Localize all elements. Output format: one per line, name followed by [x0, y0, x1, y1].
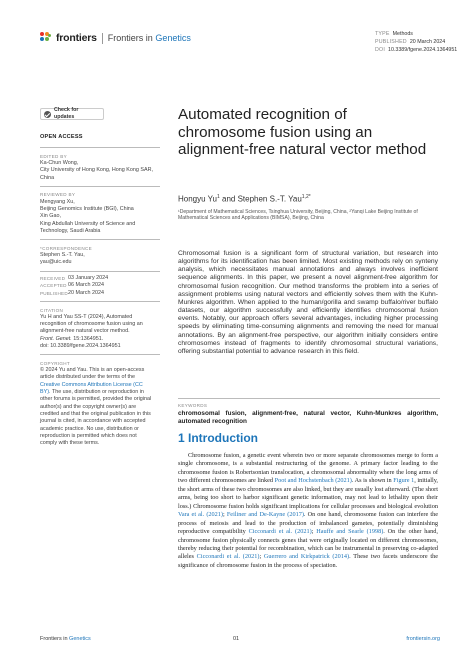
divider: [40, 239, 160, 240]
open-access-label: OPEN ACCESS: [40, 134, 83, 140]
citation-label: CITATION: [40, 307, 64, 313]
citation-doi[interactable]: doi: 10.3389/fgene.2024.1364951: [40, 343, 121, 350]
meta-published: PUBLISHED 20 March 2024: [375, 39, 446, 45]
copyright: © 2024 Yu and Yau. This is an open-access article distributed under the terms of the Creative Commons Attribution License (CC BY). The use, distribution or reproduction in other forums is permitted, provided the original author(s) and the copyright owner(s) are credited and that the original publication in this journal is cited, in accordance with accepted academic practice. No use, distribution or reproduction is permitted which does not comply with these terms.: [40, 367, 152, 447]
article-title: Automated recognition of chromosome fusion using an alignment-free natural vector method: [178, 106, 427, 158]
paragraph-text: Chromosome fusion, a genetic event wherein two or more separate chromosomes merge to form a single chromosome, is a substantial restructuring of the genome. A primary factor leading to the chromosome fusion is Robertsonian translocation, a chromosomal abnormality where the long arms of two different chromosomes are linked: [178, 452, 438, 485]
article-sidebar: [40, 108, 160, 447]
introduction-paragraph: [178, 452, 438, 570]
check-updates-button[interactable]: Check for updates: [40, 108, 104, 120]
cc-by-license-link[interactable]: Creative Commons Attribution License (CC BY): [40, 381, 143, 396]
divider: [40, 186, 160, 187]
divider: [40, 354, 160, 355]
frontiers-logo-icon: [40, 32, 52, 44]
page-number: 01: [233, 636, 240, 642]
citation-link[interactable]: Figure 1: [393, 477, 415, 485]
citation-link[interactable]: Poot and Hochstenbach (2021): [274, 477, 352, 485]
correspondence-label: *CORRESPONDENCE: [40, 245, 92, 251]
author-link[interactable]: Stephen S.-T. Yau: [237, 194, 302, 204]
keywords: chromosomal fusion, alignment-free, natural vector, Kuhn-Munkres algorithm, automated recognition: [178, 410, 438, 425]
check-icon: [44, 111, 51, 118]
citation-link[interactable]: Feiliner and De-Kayne (2017): [226, 511, 304, 519]
meta-doi[interactable]: DOI 10.3389/fgene.2024.1364951: [375, 47, 458, 53]
keywords-label: KEYWORDS: [178, 403, 208, 408]
citation-link[interactable]: Hauffe and Searle (1998): [316, 528, 384, 536]
dates: RECEIVED 03 January 2024 ACCEPTED 06 March 2024 PUBLISHED 20 March 2024: [40, 275, 109, 296]
brand-divider: [102, 33, 103, 44]
citation-link[interactable]: Guerrero and Kirkpatrick (2014): [263, 553, 350, 561]
page-footer: [40, 636, 440, 642]
affiliations: ¹Department of Mathematical Sciences, Tsinghua University, Beijing, China, ²Yanqi Lake Beijing Institute of Mathematical Sciences and Applications (BIMSA), Beijing, China: [178, 209, 418, 222]
edited-by: Ka-Chun Wong, City University of Hong Kong, Hong Kong SAR, China: [40, 160, 153, 181]
reviewed-by: Mengyang Xu, Beijing Genomics Institute (BGI), China Xin Gao, King Abdullah University of Science and Technology, Saudi Arabia: [40, 198, 136, 234]
paragraph-text: . As is shown in: [351, 477, 394, 485]
journal-name: Frontiers in Genetics: [107, 33, 191, 43]
divider: [40, 301, 160, 302]
page-header: [40, 30, 458, 54]
paragraph-text: ;: [222, 511, 227, 519]
paragraph-text: . On the other hand, chromosome fusion physically connects genes that were originally located on different chromosomes, thereby reducing their potential for recombination, which can be instrumental in preserving co-adapted alleles: [178, 528, 438, 561]
frontiers-site-link[interactable]: frontiersin.org: [406, 636, 440, 642]
paragraph-text: , initially, the short arms of these two chromosomes are also linked, but they are usually lost afterward. (The short arms, being too short to harbor significant genetic information, may not lead to lethality upon their loss.) Chromosome fusion holds significant implications for cellular processes and biological evolution: [178, 477, 438, 510]
frontiers-logo[interactable]: [40, 32, 191, 44]
brand-name: frontiers: [56, 32, 97, 44]
paragraph-text: . These two facets underscore the significance of chromosome fusion in the process of speciation.: [178, 553, 438, 569]
divider: [40, 271, 160, 272]
paragraph-text: ;: [259, 553, 264, 561]
copyright-label: COPYRIGHT: [40, 360, 71, 366]
divider: [40, 147, 160, 148]
article-meta: [375, 30, 457, 54]
divider: [178, 398, 440, 399]
paragraph-text: . On one hand, chromosome fusion can interfere the process of meiosis and lead to the production of imbalanced gametes, potentially diminishing reproductive compatibility: [178, 511, 438, 536]
citation-link[interactable]: Cicconardi et al. (2021): [196, 553, 260, 561]
citation-link[interactable]: Vara et al. (2021): [178, 511, 223, 519]
section-heading: 1 Introduction: [178, 431, 258, 445]
authors: Hongyu Yu$^1$ and Stephen S.-T. Yau$^{1,2*}$: [178, 194, 311, 204]
citation: Yu H and Yau SS-T (2024), Automated recognition of chromosome fusion using an alignment-free natural vector method. Front. Genet. 15:1364951. doi: 10.3389/fgene.2024.1364951: [40, 314, 160, 350]
abstract: Chromosomal fusion is a significant form of structural variation, but research into algorithms for its identification has been limited. Most existing methods rely on synteny analysis, which necessitates manual annotations and always involves inefficient sequence alignments. In this paper, we present a novel alignment-free algorithm for chromosomal fusion recognition. Our method transforms the problem into a series of assignment problems using natural vectors and efficiently solves them with the Kuhn-Munkres algorithm. When applied to the human/gorilla and swamp buffalo/river buffalo datasets, our algorithm successfully and efficiently identifies chromosomal fusion events. Notably, our approach offers several advantages, including higher processing speeds by eliminating time-consuming alignments and removing the need for manual annotations. By an alignment-free perspective, our algorithm initially considers entire chromosomes instead of fragments to identify chromosomal structural variations, offering substantial potential to advance research in this field.: [178, 250, 438, 355]
correspondence: Stephen S.-T. Yau, yau@uic.edu: [40, 252, 160, 267]
edited-by-label: EDITED BY: [40, 153, 67, 159]
author-link[interactable]: Hongyu Yu: [178, 194, 217, 204]
reviewed-by-label: REVIEWED BY: [40, 192, 76, 198]
paragraph-text: ;: [311, 528, 317, 536]
meta-type: TYPE Methods: [375, 31, 413, 37]
footer-journal[interactable]: Frontiers in Genetics: [40, 636, 91, 642]
correspondence-email[interactable]: yau@uic.edu: [40, 259, 72, 266]
citation-link[interactable]: Cicconardi et al. (2021): [248, 528, 312, 536]
